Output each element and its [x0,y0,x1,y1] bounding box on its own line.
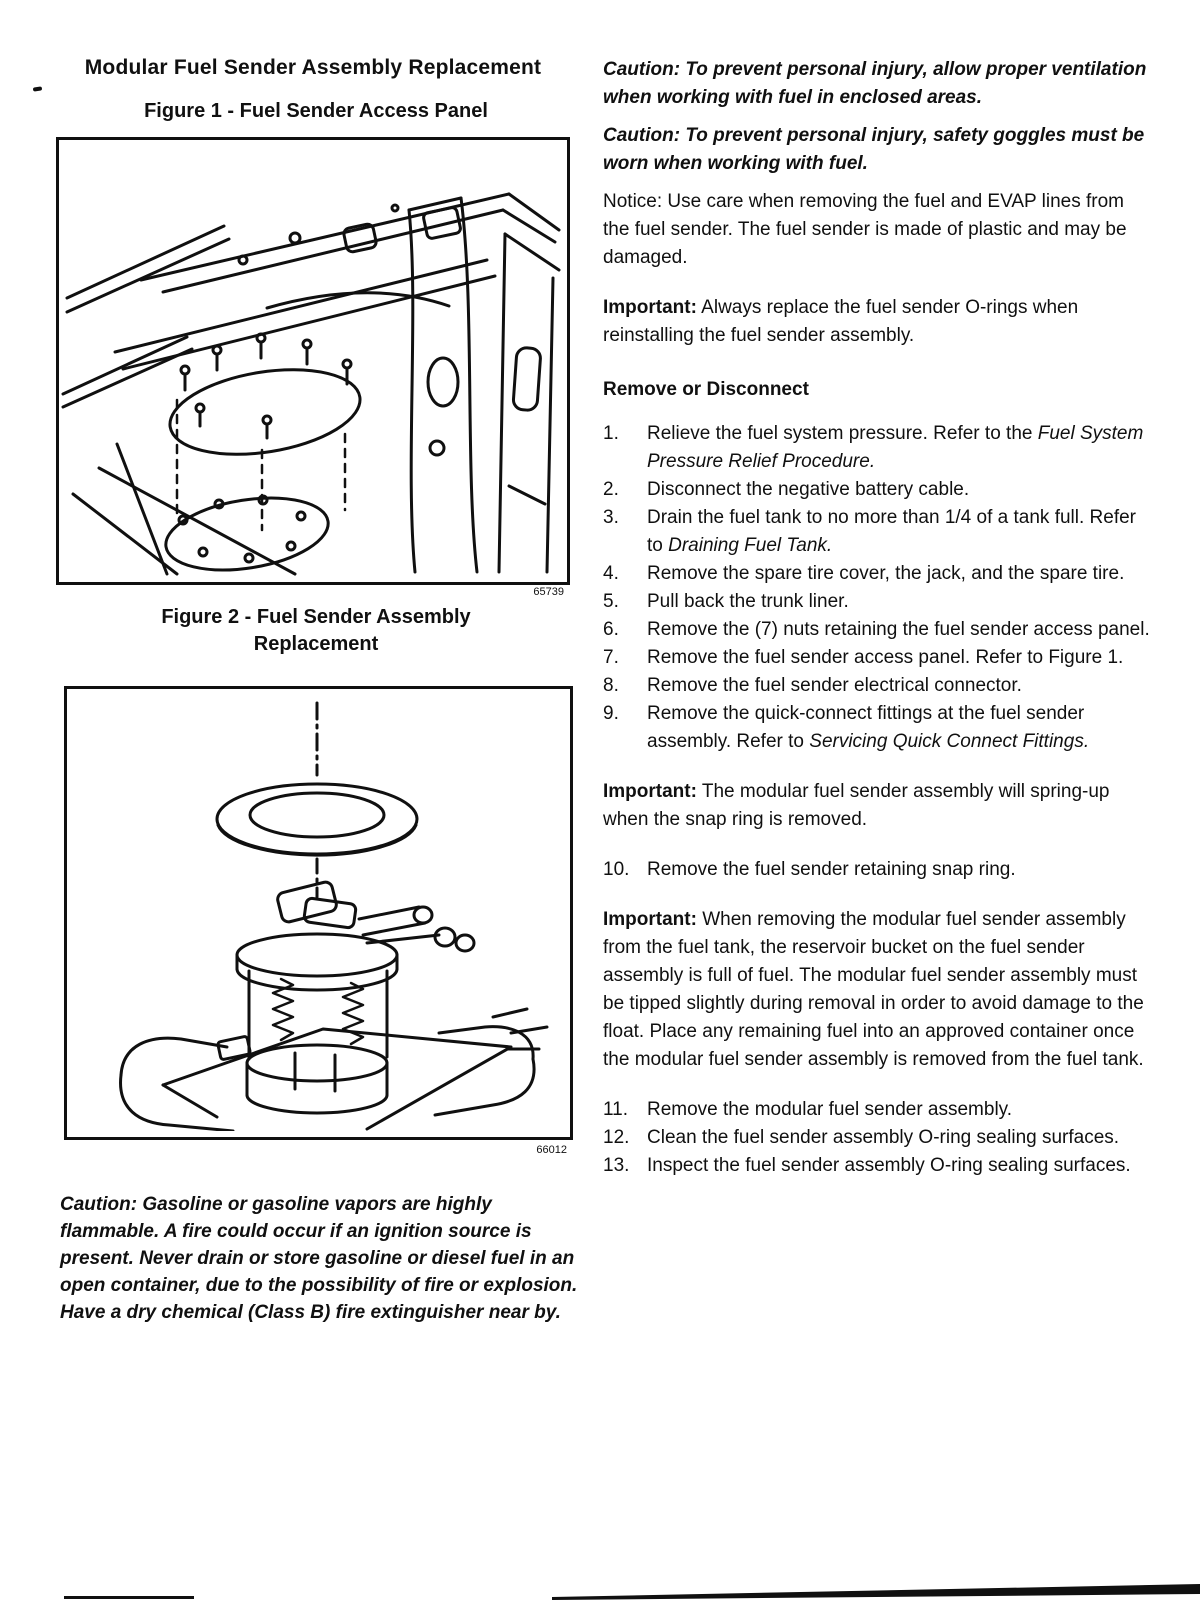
step-text-run: Remove the quick-connect fittings at the fuel sender assembly. Refer to [647,703,1085,752]
important-orings [603,294,1155,350]
step-number: 6. [603,619,619,640]
step-text [647,856,1155,884]
step-text-run: Remove the modular fuel sender assembly. [647,1099,1013,1120]
step-item [603,1096,1155,1124]
steps-list [603,420,1155,756]
figure1-illustration [59,140,561,576]
important-label: Important: [603,909,697,930]
step-item [603,700,1155,756]
scan-line-artifact [64,1596,194,1599]
step-item [603,420,1155,476]
step-reference: Draining Fuel Tank. [668,535,833,556]
figure1-frame [56,137,570,585]
step-number: 3. [603,507,619,528]
steps-list-final [603,1096,1155,1180]
step-text [647,588,1155,616]
figure2-frame [64,686,573,1140]
step-text [647,1124,1155,1152]
step-item [603,672,1155,700]
step-text [647,700,1155,756]
step-number: 5. [603,591,619,612]
step-text [647,476,1155,504]
step-text-run: Remove the fuel sender access panel. Refer to Figure 1. [647,647,1124,668]
step-number: 10. [603,859,630,880]
caution-goggles: Caution: To prevent personal injury, safety goggles must be worn when working with fuel. [603,125,1145,174]
important-label: Important: [603,297,697,318]
step-text-run: Remove the (7) nuts retaining the fuel sender access panel. [647,619,1150,640]
important-spring-up [603,778,1155,834]
caution-ventilation: Caution: To prevent personal injury, allow proper ventilation when working with fuel in enclosed areas. [603,59,1147,108]
scan-line-artifact [552,1582,1200,1602]
figure1-ref-number: 65739 [533,586,564,598]
step-text-run: Remove the fuel sender retaining snap ring. [647,859,1016,880]
step-item [603,588,1155,616]
important-label: Important: [603,781,697,802]
step-item [603,644,1155,672]
figure2-ref-number: 66012 [536,1144,567,1156]
step-text [647,1096,1155,1124]
step-text-run: Disconnect the negative battery cable. [647,479,970,500]
step-text-run: Remove the fuel sender electrical connector. [647,675,1022,696]
important-text: When removing the modular fuel sender assembly from the fuel tank, the reservoir bucket on the fuel sender assembly is full of fuel. The modular fuel sender assembly must be tipped slightly during removal in order to avoid damage to the float. Place any remaining fuel into an approved container once the modular fuel sender assembly is removed from the fuel tank. [603,909,1144,1070]
important-removal [603,906,1155,1074]
step-number: 11. [603,1099,629,1120]
figure1-caption: Figure 1 - Fuel Sender Access Panel [144,100,488,122]
step-number: 13. [603,1155,630,1176]
figure2-caption-line2: Replacement [253,633,379,655]
caution-flammable: Caution: Gasoline or gasoline vapors are highly flammable. A fire could occur if an ignition source is present. Never drain or store gasoline or diesel fuel in an open container, due to the possibility of fire or explosion. Have a dry chemical (Class B) fire extinguisher near by. [60,1194,578,1323]
step-text [647,504,1155,560]
step-text-run: Relieve the fuel system pressure. Refer to the [647,423,1038,444]
page-title: Modular Fuel Sender Assembly Replacement [84,56,542,79]
scan-speck [33,86,42,91]
step-item [603,504,1155,560]
important-text: Always replace the fuel sender O-rings when reinstalling the fuel sender assembly. [603,297,1079,346]
step-number: 8. [603,675,619,696]
step-number: 2. [603,479,619,500]
step-text [647,560,1155,588]
step-text-run: Drain the fuel tank to no more than 1/4 of a tank full. Refer to [647,507,1136,556]
step-number: 1. [603,423,619,444]
important-text: The modular fuel sender assembly will spring-up when the snap ring is removed. [603,781,1110,830]
step-item [603,560,1155,588]
step-number: 4. [603,563,619,584]
step-number: 9. [603,703,619,724]
step-text-run: Pull back the trunk liner. [647,591,849,612]
step-text-run: Remove the spare tire cover, the jack, and the spare tire. [647,563,1125,584]
step-number: 7. [603,647,619,668]
figure2-caption [56,604,576,658]
step-text [647,616,1155,644]
step-item [603,616,1155,644]
step-text [647,1152,1155,1180]
procedure-column [603,56,1155,1180]
step-item [603,1124,1155,1152]
step-text-run: Clean the fuel sender assembly O-ring sealing surfaces. [647,1127,1120,1148]
step-text [647,644,1155,672]
step-item [603,1152,1155,1180]
step-text-run: Inspect the fuel sender assembly O-ring sealing surfaces. [647,1155,1131,1176]
step-number: 12. [603,1127,630,1148]
notice-plastic-sender: Notice: Use care when removing the fuel and EVAP lines from the fuel sender. The fuel sender is made of plastic and may be damaged. [603,191,1127,268]
step-text [647,672,1155,700]
figure2-illustration [67,689,564,1131]
step-item [603,856,1155,884]
step-item [603,476,1155,504]
step-reference: Servicing Quick Connect Fittings. [809,731,1090,752]
figure2-caption-line1: Figure 2 - Fuel Sender Assembly [161,606,471,628]
step-reference: Fuel System Pressure Relief Procedure. [647,423,1144,472]
step-text [647,420,1155,476]
section-heading-remove-or-disconnect: Remove or Disconnect [603,379,809,400]
